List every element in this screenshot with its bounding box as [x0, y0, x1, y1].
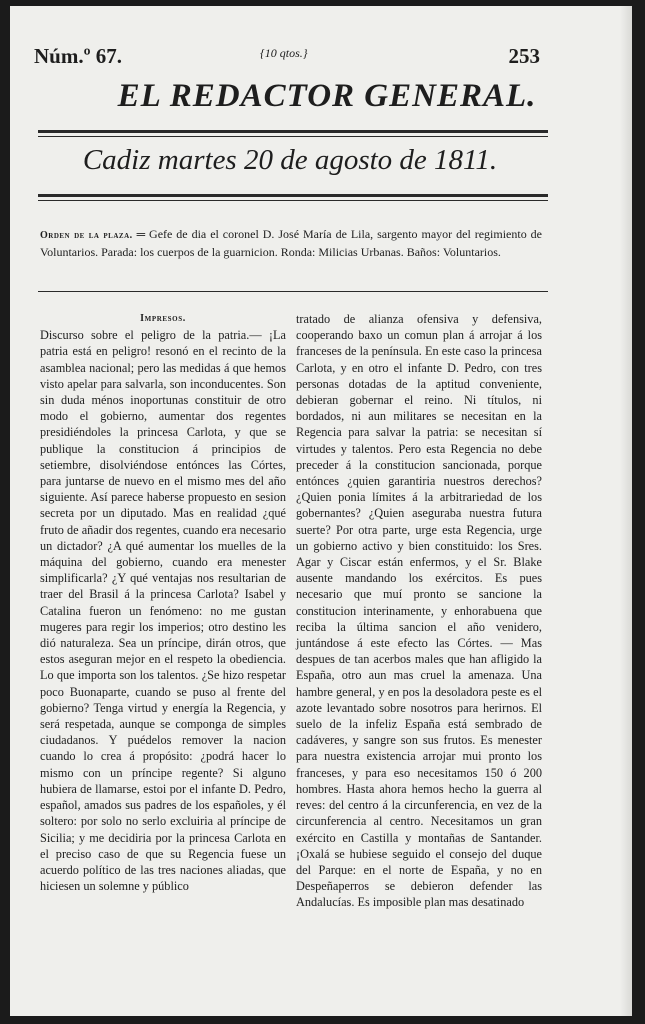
- rule-mid-thin: [38, 200, 548, 201]
- rule-mid-thick: [38, 194, 548, 197]
- masthead-title: EL REDACTOR GENERAL.: [117, 78, 537, 114]
- issue-number: Núm.º 67.: [34, 44, 123, 68]
- orden-de-la-plaza: [40, 226, 542, 260]
- section-heading: Impresos.: [140, 313, 186, 324]
- rule-top-thick: [38, 130, 548, 133]
- rule-top-thin: [38, 136, 548, 137]
- article-right-column: [296, 311, 542, 911]
- left-column-text: Discurso sobre el peligro de la patria.— ¡La patria está en peligro! resonó en el recinto de la asamblea nacional; pero las medidas á que hemos visto apelar para salvarla, son inconducentes. Son sin duda ménos inoportunas constituir de otro modo el gobierno, aumentar dos regentes presidiéndoles la princesa Carlota, y que se publique la constitucion á principios de setiembre, disolviéndose entónces las Córtes, para juntarse de nuevo en el mismo mes del año siguiente. Así parece haberse propuesto en sesion secreta por un diputado. Mas en realidad ¿qué fruto de añadir dos regentes, cuando era necesario un dictador? ¿A qué aumentar los muelles de la máquina del gobierno, cuando era menester simplificarla? ¿Y qué ventajas nos resultarian de traer del Brasil á la princesa Carlota? Isabel y Catalina fueron un fenómeno: no me gustan mugeres para regir los imperios; otro destino les dió naturaleza. Sea un príncipe, dirán otros, que estos aseguran mejor en el respeto la obediencia. Lo que importa son los talentos. ¿Se hizo respetar poco Buonaparte, cuando se puso al frente del gobierno? Tenga virtud y energía la Regencia, y será respetada, aunque se componga de simples ciudadanos. Y puédelos remover la nacion cuando lo crea á propósito: ¿podrá hacer lo mismo con un príncipe regente? Si alguno hubiera de llamarse, estoi por el infante D. Pedro, español, amados sus padres de los españoles, y él soltero: por solo no serlo excluiria al príncipe de Sicilia; y me decidiria por la princesa Carlota en el preciso caso de que su Regencia fuese un acuerdo político de las tres naciones aliadas, que hiciesen un solemne y público: [40, 328, 286, 894]
- orden-label: Orden de la plaza.: [40, 230, 133, 241]
- page-number: 253: [508, 44, 540, 68]
- price-note: {10 qtos.}: [260, 46, 308, 60]
- newspaper-page: [10, 6, 632, 1016]
- article-left-column: [40, 311, 286, 894]
- rule-section: [38, 291, 548, 292]
- issue-date: Cadiz martes 20 de agosto de 1811.: [82, 144, 498, 176]
- orden-text: ═ Gefe de dia el coronel D. José María de Lila, sargento mayor del regimiento de Voluntarios. Parada: los cuerpos de la guarnicion. Ronda: Milicias Urbanas. Baños: Voluntarios.: [40, 227, 542, 259]
- right-column-text: tratado de alianza ofensiva y defensiva, cooperando baxo un comun plan á arrojar á los franceses de la península. En este caso la princesa Carlota, y en otro el infante D. Pedro, con tres personas dotadas de la aptitud conveniente, debieran gobernar el reino. Ni títulos, ni bordados, ni aun militares se necesitan en la Regencia para salvar la patria: se necesitan sí virtudes y talentos. Pero esta Regencia no debe preceder á la constitucion sancionada, porque entónces ¿quien garantiria nuestros derechos? ¿Quien ponia límites á la arbitrariedad de los gobernantes? ¿Quien aseguraba nuestra futura suerte? Por otra parte, urge esta Regencia, urge un gobierno activo y bien constituido: los Sres. Agar y Ciscar están enfermos, y el Sr. Blake ausente mandando los exércitos. Es pues necesario que muí pronto se sancione la constitucion interinamente, y enhorabuena que reciba la última sancion el año venidero, juntándose á este efecto las Córtes. — Mas despues de tan acerbos males que han afligido la España, otro aun mas cruel la amenaza. Una hambre general, y en pos la desoladora peste es el azote levantado sobre nosotros para herirnos. El suelo de la infeliz España está sembrado de cadáveres, y sangre son sus frutos. Es menester para nuestra existencia arrojar mui pronto los franceses, y para eso necesitamos 150 ó 200 hombres. Hasta ahora hemos hecho la guerra al reves: del centro á la circunferencia, en vez de la circunferencia al centro. Necesitamos un gran exército en Castilla y montañas de Santander. ¡Oxalá se hubiese seguido el consejo del duque del Parque: en el norte de España, y no en Despeñaperros se debieron defender las Andalucías. Es imposible plan mas desatinado: [296, 312, 542, 910]
